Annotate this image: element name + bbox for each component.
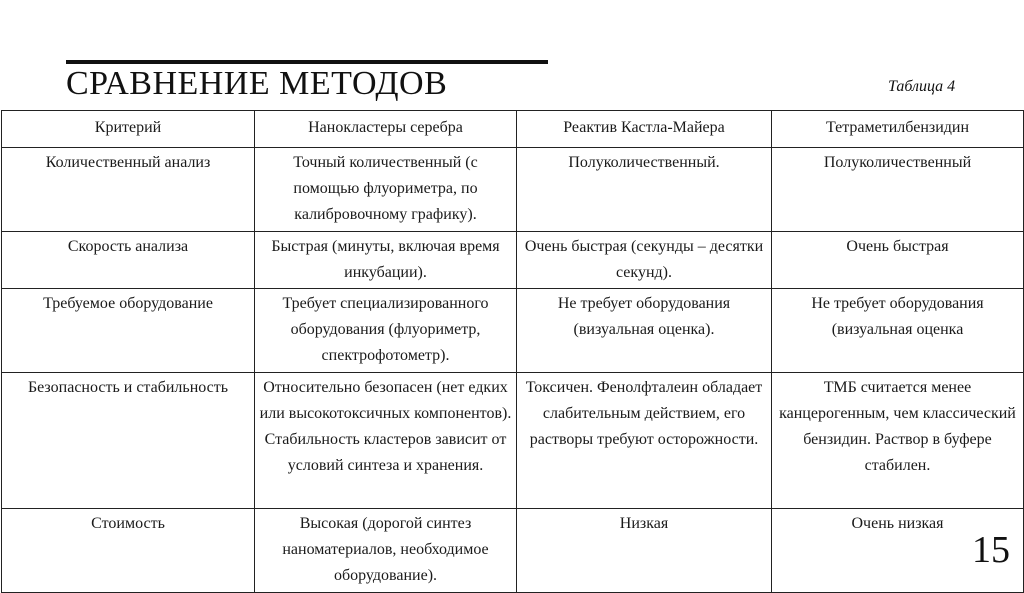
table-row — [2, 148, 1024, 232]
table-cell: Точный количественный (с помощью флуориметра, по калибровочному графику). — [255, 148, 517, 232]
header-cell: Нанокластеры серебра — [255, 111, 517, 148]
table-cell: Количественный анализ — [2, 148, 255, 232]
table-cell: Скорость анализа — [2, 232, 255, 289]
table-cell: Очень быстрая (секунды – десятки секунд). — [517, 232, 772, 289]
header-cell: Реактив Кастла-Майера — [517, 111, 772, 148]
table-cell: Очень низкая — [772, 509, 1024, 593]
table-cell: Очень быстрая — [772, 232, 1024, 289]
table-cell: Высокая (дорогой синтез наноматериалов, необходимое оборудование). — [255, 509, 517, 593]
table-cell: Полуколичественный. — [517, 148, 772, 232]
comparison-table — [1, 110, 1024, 593]
table-row — [2, 509, 1024, 593]
page-title: СРАВНЕНИЕ МЕТОДОВ — [66, 65, 448, 102]
table-row — [2, 232, 1024, 289]
header-cell: Тетраметилбензидин — [772, 111, 1024, 148]
table-cell: Безопасность и стабильность — [2, 373, 255, 509]
table-cell: Токсичен. Фенолфталеин обладает слабительным действием, его растворы требуют осторожности. — [517, 373, 772, 509]
table-cell: Низкая — [517, 509, 772, 593]
table-row — [2, 373, 1024, 509]
table-cell: Требует специализированного оборудования (флуориметр, спектрофотометр). — [255, 289, 517, 373]
table-cell: Полуколичественный — [772, 148, 1024, 232]
table-cell: Не требует оборудования (визуальная оценка — [772, 289, 1024, 373]
table-cell: Быстрая (минуты, включая время инкубации). — [255, 232, 517, 289]
table-cell: Не требует оборудования (визуальная оценка). — [517, 289, 772, 373]
table-cell: Требуемое оборудование — [2, 289, 255, 373]
table-row — [2, 289, 1024, 373]
table-header-row — [2, 111, 1024, 148]
page-number: 15 — [972, 529, 1010, 571]
table-caption: Таблица 4 — [888, 78, 956, 95]
table-cell: Относительно безопасен (нет едких или высокотоксичных компонентов). Стабильность кластеров зависит от условий синтеза и хранения. — [255, 373, 517, 509]
table-cell: ТМБ считается менее канцерогенным, чем классический бензидин. Раствор в буфере стабилен. — [772, 373, 1024, 509]
table-cell: Стоимость — [2, 509, 255, 593]
header-cell: Критерий — [2, 111, 255, 148]
